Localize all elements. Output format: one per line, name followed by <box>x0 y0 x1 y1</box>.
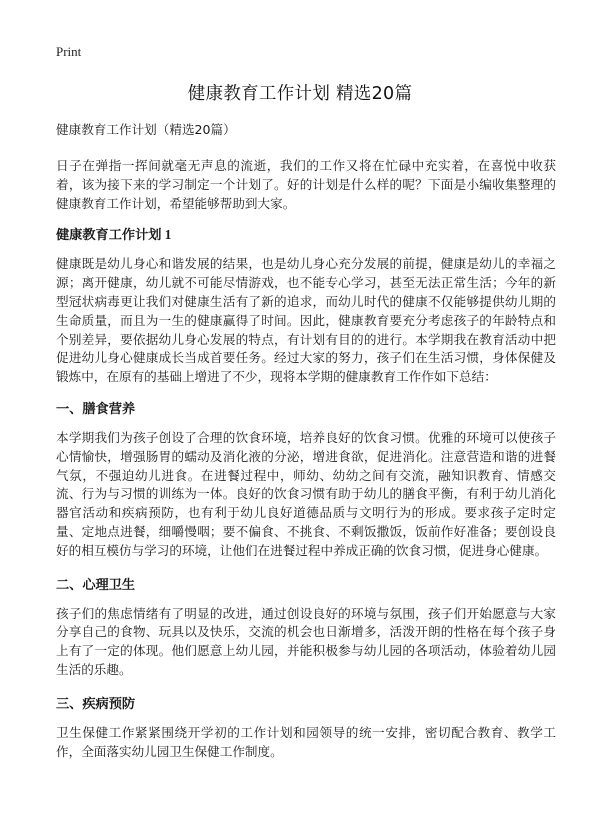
section-heading: 健康教育工作计划 1 <box>56 227 172 243</box>
section-heading: 二、心理卫生 <box>56 576 136 592</box>
section-paragraph: 孩子们的焦虑情绪有了明显的改进，通过创设良好的环境与氛围，孩子们开始愿意与大家分享自己的食物、玩具以及快乐，交流的机会也日渐增多，活泼开朗的性格在每个孩子身上有了一定的体现。他们愿意上幼儿园，并能积极参与幼儿园的各项活动，体验着幼儿园生活的乐趣。 <box>56 605 556 677</box>
section-paragraph: 本学期我们为孩子创设了合理的饮食环境，培养良好的饮食习惯。优雅的环境可以使孩子心情愉快，增强肠胃的蠕动及消化液的分泌，增进食欲，促进消化。注意营造和谐的进餐气氛，不强迫幼儿进食。在进餐过程中，师幼、幼幼之间有交流，融知识教育、情感交流、行为与习惯的训练为一体。良好的饮食习惯有助于幼儿的膳食平衡，有利于幼儿消化器官活动和疾病预防，也有利于幼儿良好道德品质与文明行为的形成。要求孩子定时定量、定地点进餐，细嚼慢咽；要不偏食、不挑食、不剩饭撒饭，饭前作好准备；要创设良好的相互模仿与学习的环境，让他们在进餐过程中养成正确的饮食习惯，促进身心健康。 <box>56 429 556 558</box>
section-heading: 三、疾病预防 <box>56 695 136 711</box>
page-title: 健康教育工作计划 精选20篇 <box>187 84 413 104</box>
section-paragraph: 健康既是幼儿身心和谐发展的结果，也是幼儿身心充分发展的前提，健康是幼儿的幸福之源；离开健康，幼儿就不可能尽情游戏，也不能专心学习，甚至无法正常生活；今年的新型冠状病毒更让我们对健康生活有了新的追求，而幼儿时代的健康不仅能够提供幼儿期的生命质量，而且为一生的健康赢得了时间。因此，健康教育要充分考虑孩子的年龄特点和个别差异，要依据幼儿身心发展的特点，有计划有目的的进行。本学期我在教育活动中把促进幼儿身心健康成长当成首要任务。经过大家的努力，孩子们在生活习惯，身体保健及锻炼中，在原有的基础上增进了不少，现将本学期的健康教育工作作如下总结： <box>56 256 556 385</box>
print-link[interactable]: Print <box>56 44 82 59</box>
intro-paragraph: 日子在弹指一挥间就毫无声息的流逝，我们的工作又将在忙碌中充实着，在喜悦中收获着，该为接下来的学习制定一个计划了。好的计划是什么样的呢？下面是小编收集整理的健康教育工作计划，希望能够帮助到大家。 <box>56 158 556 211</box>
section-paragraph: 卫生保健工作紧紧围绕开学初的工作计划和园领导的统一安排，密切配合教育、教学工作，全面落实幼儿园卫生保健工作制度。 <box>56 724 556 759</box>
article-body <box>56 121 556 774</box>
article-subtitle: 健康教育工作计划（精选20篇） <box>56 122 236 137</box>
section-heading: 一、膳食营养 <box>56 400 136 416</box>
